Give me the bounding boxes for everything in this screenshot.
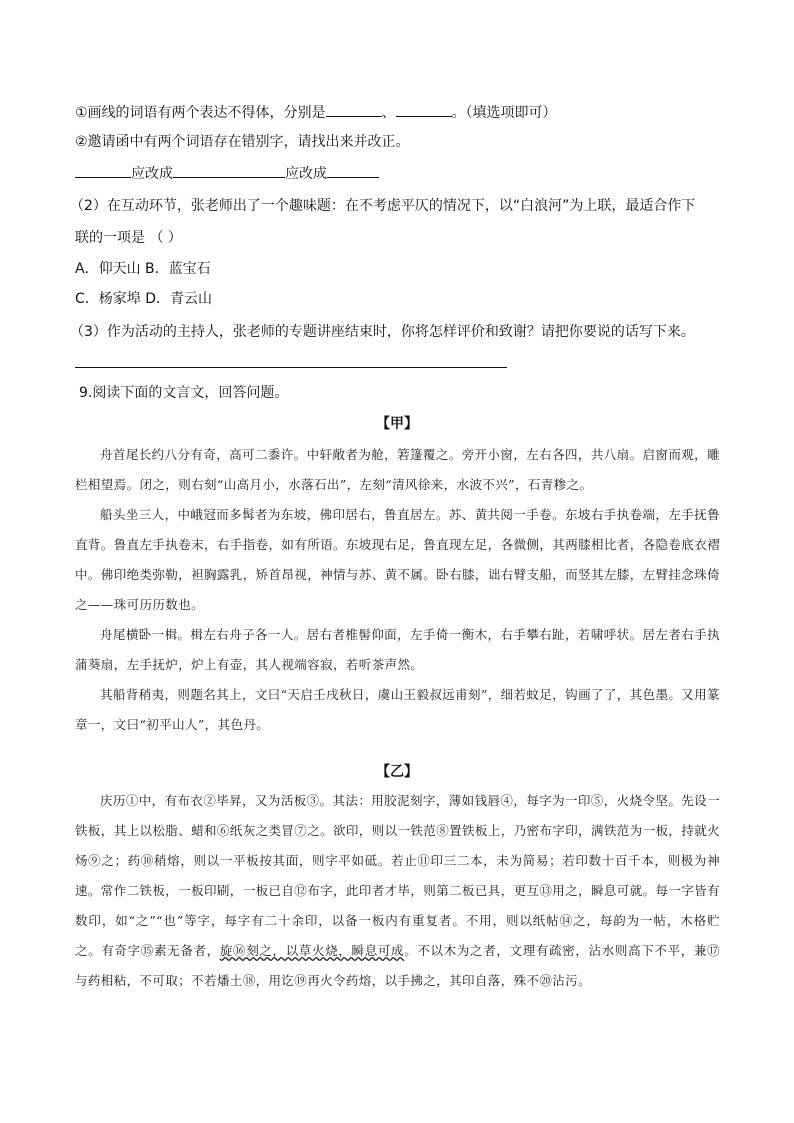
answer-line[interactable]: [75, 367, 507, 368]
passage-jia: [75, 440, 720, 740]
answer-blank-1[interactable]: [326, 102, 382, 117]
jia-paragraph: 船头坐三人，中峨冠而多髯者为东坡，佛印居右，鲁直居左。苏、黄共阅一手卷。东坡右手执卷端，左手抚鲁直背。鲁直左手执卷末，右手指卷，如有所语。东坡现右足，鲁直现左足，各微侧，其两膝相比者，各隐卷底衣褶中。佛印绝类弥勒，袒胸露乳，矫首昂视，神情与苏、黄不属。卧右膝，诎右臂支船，而竖其左膝，左臂挂念珠倚之——珠可历历数也。: [75, 507, 721, 612]
q8-part2-line1: （2）在互动环节，张老师出了一个趣味题：在不考虑平仄的情况下，以“白浪河”为上联，最适合作下: [70, 198, 696, 214]
answer-blank-2[interactable]: [396, 102, 452, 117]
section-jia-heading: 【甲】: [376, 416, 418, 432]
q8-correction-line: 应改成 应改成: [75, 163, 379, 184]
q9-title: 9.阅读下面的文言文，回答问题。: [79, 385, 289, 401]
jia-paragraph: 其船背稍夷，则题名其上，文曰“天启壬戌秋日，虞山王毅叔远甫刻”，细若蚊足，钩画了了，其色墨。又用篆章一，文曰“初平山人”，其色丹。: [75, 687, 720, 732]
wavy-underlined-sentence: 旋⑯刻之，以草火烧，瞬息可成: [219, 943, 405, 958]
wrong-word-blank-2[interactable]: [229, 163, 285, 178]
jia-paragraph: 舟尾横卧一楫。楫左右舟子各一人。居右者椎髻仰面，左手倚一衡木，右手攀右趾，若啸呼状。居左者右手执蒲葵扇，左手抚炉，炉上有壶，其人视端容寂，若听茶声然。: [75, 627, 720, 672]
passage-yi: [75, 786, 720, 996]
q8-part2-line2: 联的一项是 （ ）: [75, 230, 182, 246]
q8-part3-line: （3）作为活动的主持人，张老师的专题讲座结束时，你将怎样评价和致谢？请把你要说的话写下来。: [70, 324, 695, 340]
wrong-word-blank-1[interactable]: [75, 163, 131, 178]
q8-instruction-2: ②邀请函中有两个词语存在错别字，请找出来并改正。: [75, 134, 410, 150]
correct-word-blank-1[interactable]: [173, 163, 229, 178]
jia-paragraph: 舟首尾长约八分有奇，高可二黍许。中轩敞者为舱，箬篷覆之。旁开小窗，左右各四，共八扇。启窗而观，雕栏相望焉。闭之，则右刻“山高月小，水落石出”，左刻“清风徐来，水波不兴”，石青糁之。: [75, 447, 720, 492]
yi-paragraph: 庆历①中，有布衣②毕昇，又为活板③。其法：用胶泥刻字，薄如钱唇④，每字为一印⑤，火烧令坚。先设一铁板，其上以松脂、蜡和⑥纸灰之类冒⑦之。欲印，则以一铁范⑧置铁板上，乃密布字印，满铁范为一板，持就火炀⑨之；药⑩稍熔，则以一平板按其面，则字平如砥。若止⑪印三二本，未为简易；若印数十百千本，则极为神速。常作二铁板，一板印刷，一板已自⑫布字，此印者才毕，则第二板已具，更互⑬用之，瞬息可就。每一字皆有数印，如“之”“也”等字，每字有二十余印，以备一板内有重复者。不用，则以纸帖⑭之，每韵为一帖，木格贮之。有奇字⑮素无备者，旋⑯刻之，以草火烧，瞬息可成。不以木为之者，文理有疏密，沾水则高下不平，兼⑰与药相粘，不可取；不若燔土⑱，用讫⑲再火令药熔，以手拂之，其印自落，殊不⑳沾污。: [75, 793, 721, 988]
option-a-b: A．仰天山 B．蓝宝石: [75, 261, 211, 277]
correct-word-blank-2[interactable]: [327, 163, 379, 178]
option-c-d: C．杨家埠 D．青云山: [75, 291, 213, 307]
q8-instruction-1: ①画线的词语有两个表达不得体，分别是 、 。（填选项即可）: [75, 102, 557, 123]
section-yi-heading: 【乙】: [376, 764, 418, 780]
